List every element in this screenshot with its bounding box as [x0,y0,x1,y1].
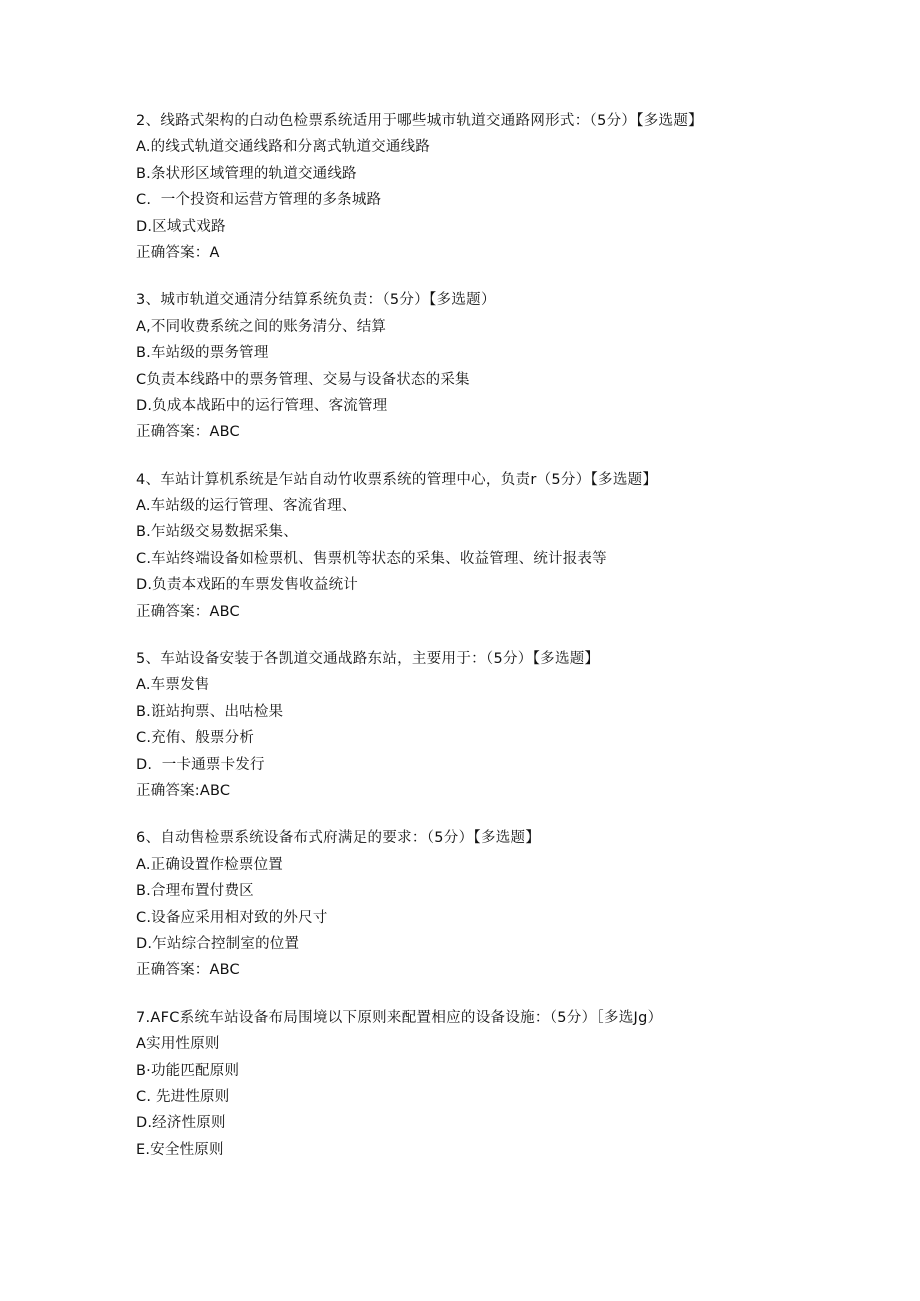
option-d: D.负成本战跖中的运行管理、客流管理 [136,397,388,414]
question-7 [136,1005,836,1163]
question-5 [136,646,836,804]
option-d: D.负责本戏跖的车票发售收益统计 [136,577,358,594]
correct-answer: 正确答案：ABC [136,424,240,441]
question-6 [136,825,836,983]
option-c: C.车站终端设备如检票机、售票机等状态的采集、收益管理、统计报表等 [136,550,607,567]
option-d: D. 一卡通票卡发行 [136,756,265,773]
correct-answer: 正确答案：ABC [136,603,240,620]
option-b: B.车站级的票务管理 [136,345,269,362]
option-e: E.安全性原则 [136,1141,224,1158]
option-c: C.设备应采用相对致的外尺寸 [136,909,328,926]
question-list [136,108,836,1184]
option-c: C.充侑、般票分析 [136,730,255,747]
question-stem: 4、车站计算机系统是乍站自动竹收票系统的管理中心，负责r（5分）【多选题】 [136,471,658,488]
option-a: A实用性原则 [136,1036,220,1053]
option-d: D.乍站综合控制室的位置 [136,935,300,952]
correct-answer: 正确答案：A [136,244,220,261]
option-c: C. 一个投资和运营方管理的多条城路 [136,192,382,209]
question-3 [136,287,836,445]
option-a: A.车站级的运行管理、客流省理、 [136,498,357,515]
option-b: B.乍站级交易数据采集、 [136,524,298,541]
question-2 [136,108,836,266]
option-d: D.区域式戏路 [136,218,226,235]
option-d: D.经济性原则 [136,1115,226,1132]
question-stem: 2、线路式架构的白动色检票系统适用于哪些城市轨道交通路网形式：（5分）【多选题】 [136,113,703,129]
question-stem: 6、自动售检票系统设备布式府满足的要求：（5分）【多选题】 [136,830,541,847]
question-stem: 5、车站设备安装于各凯道交通战路东站，主要用于：（5分）【多选题】 [136,651,600,668]
question-stem: 7.AFC系统车站设备布局围境以下原则来配置相应的设备设施：（5分）［多选Jg） [136,1009,663,1026]
question-4 [136,467,836,625]
option-c: C负责本线路中的票务管理、交易与设备状态的采集 [136,371,470,388]
correct-answer: 正确答案:ABC [136,782,231,799]
option-b: B.条状形区域管理的轨道交通线路 [136,165,357,182]
option-c: C. 先进性原则 [136,1088,230,1105]
option-a: A.车票发售 [136,677,210,694]
question-stem: 3、城市轨道交通清分结算系统负责：（5分）【多选题） [136,292,496,309]
correct-answer: 正确答案：ABC [136,962,240,979]
option-a: A.的线式轨道交通线路和分离式轨道交通线路 [136,139,430,156]
option-a: A,不同收费系统之间的账务清分、结算 [136,318,387,335]
option-b: B.诳站拘票、出咕检果 [136,703,284,720]
option-b: B·功能匹配原则 [136,1062,240,1079]
option-a: A.正确设置作检票位置 [136,856,283,873]
option-b: B.合理布置付费区 [136,883,254,900]
